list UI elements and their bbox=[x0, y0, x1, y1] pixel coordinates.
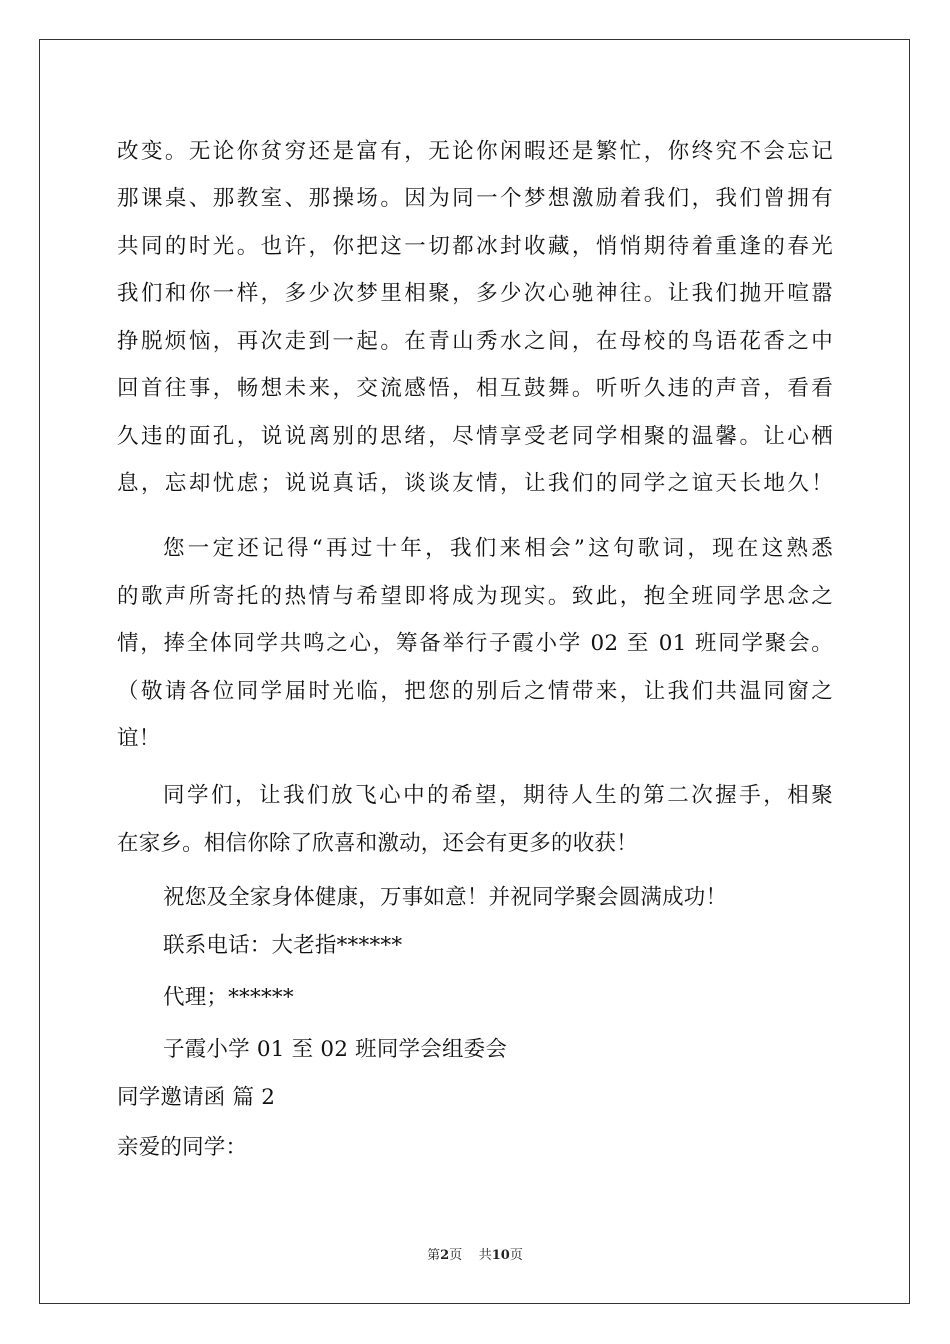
body-text-line: 情，捧全体同学共鸣之心，筹备举行子霞小学 02 至 01 班同学聚会。 bbox=[117, 631, 833, 656]
body-text-line: 改变。无论你贫穷还是富有，无论你闲暇还是繁忙，你终究不会忘记 bbox=[117, 139, 833, 164]
body-text-line: 我们和你一样，多少次梦里相聚，多少次心驰神往。让我们抛开喧嚣 bbox=[117, 281, 833, 306]
body-text-line: 在家乡。相信你除了欣喜和激动，还会有更多的收获！ bbox=[117, 831, 638, 856]
body-text-line: 的歌声所寄托的热情与希望即将成为现实。致此，抱全班同学思念之 bbox=[117, 584, 833, 609]
closing-wishes: 祝您及全家身体健康，万事如意！并祝同学聚会圆满成功！ bbox=[163, 885, 728, 910]
footer-prefix: 第 bbox=[427, 1248, 441, 1263]
page-border bbox=[39, 39, 910, 1304]
body-text-line: 共同的时光。也许，你把这一切都冰封收藏，悄悄期待着重逢的春光 bbox=[117, 234, 833, 259]
body-text-line: 息，忘却忧虑；说说真话，谈谈友情，让我们的同学之谊天长地久！ bbox=[117, 471, 833, 496]
current-page-number: 2 bbox=[440, 1248, 450, 1263]
footer-page-unit: 页 bbox=[449, 1248, 463, 1263]
footer-total-prefix: 共 bbox=[478, 1248, 492, 1263]
total-page-count: 10 bbox=[491, 1248, 510, 1263]
body-text-line: 您一定还记得“再过十年，我们来相会”这句歌词，现在这熟悉 bbox=[163, 536, 833, 561]
organizer-signature: 子霞小学 01 至 02 班同学会组委会 bbox=[163, 1037, 508, 1062]
footer-total-unit: 页 bbox=[509, 1248, 523, 1263]
section-title: 同学邀请函 篇 2 bbox=[117, 1085, 276, 1110]
body-text-line: 久违的面孔，说说离别的思绪，尽情享受老同学相聚的温馨。让心栖 bbox=[117, 424, 833, 449]
body-text-line: 那课桌、那教室、那操场。因为同一个梦想激励着我们，我们曾拥有 bbox=[117, 186, 833, 211]
body-text-line: 回首往事，畅想未来，交流感悟，相互鼓舞。听听久违的声音，看看 bbox=[117, 376, 833, 401]
contact-phone: 联系电话：大老指****** bbox=[163, 933, 403, 958]
page-footer bbox=[0, 1246, 950, 1266]
greeting-line: 亲爱的同学： bbox=[117, 1135, 248, 1160]
body-text-line: （敬请各位同学届时光临，把您的别后之情带来，让我们共温同窗之 bbox=[117, 679, 833, 704]
body-text-line: 同学们，让我们放飞心中的希望，期待人生的第二次握手，相聚 bbox=[163, 783, 833, 808]
body-text-line: 谊！ bbox=[117, 726, 161, 751]
agent-line: 代理；****** bbox=[163, 985, 294, 1010]
body-text-line: 挣脱烦恼，再次走到一起。在青山秀水之间，在母校的鸟语花香之中 bbox=[117, 329, 833, 354]
